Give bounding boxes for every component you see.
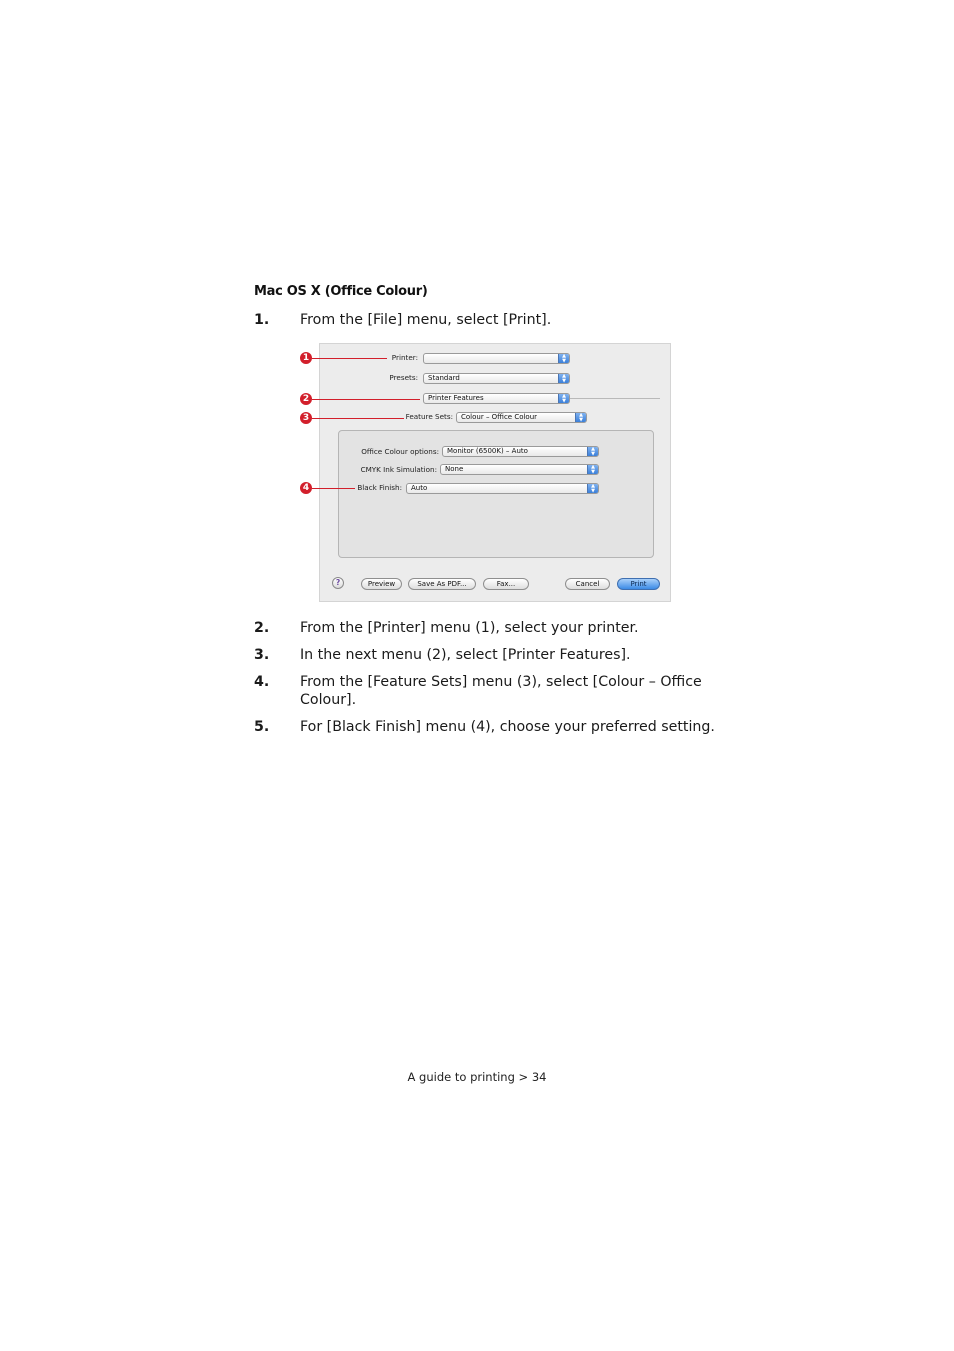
popup-arrows-icon: ▲ ▼ (558, 354, 569, 363)
presets-label: Presets: (389, 373, 418, 382)
print-button[interactable]: Print (617, 578, 660, 590)
callout-1: 1 (300, 352, 312, 364)
presets-popup[interactable] (423, 373, 570, 384)
callout-line-4 (312, 488, 355, 489)
presets-value: Standard (428, 374, 460, 382)
office-colour-popup[interactable] (442, 446, 599, 457)
separator-line (570, 398, 660, 399)
feature-sets-value: Colour – Office Colour (461, 413, 538, 421)
step-text: For [Black Finish] menu (4), choose your preferred setting. (300, 719, 715, 735)
cmyk-value: None (445, 465, 464, 473)
cancel-button[interactable]: Cancel (565, 578, 610, 590)
office-colour-label: Office Colour options: (361, 447, 439, 456)
save-as-pdf-button[interactable]: Save As PDF... (408, 578, 476, 590)
step-text: From the [File] menu, select [Print]. (300, 312, 552, 328)
print-dialog (319, 343, 671, 602)
feature-sets-label: Feature Sets: (405, 412, 453, 421)
feature-sets-popup[interactable] (456, 412, 587, 423)
callout-2: 2 (300, 393, 312, 405)
cmyk-label: CMYK Ink Simulation: (360, 465, 437, 474)
callout-4: 4 (300, 482, 312, 494)
help-button[interactable]: ? (332, 577, 344, 589)
preview-button[interactable]: Preview (361, 578, 402, 590)
black-finish-popup[interactable] (406, 483, 599, 494)
office-colour-value: Monitor (6500K) – Auto (447, 447, 528, 455)
step-number: 4. (254, 674, 270, 690)
popup-arrows-icon: ▲ ▼ (558, 374, 569, 383)
popup-arrows-icon: ▲ ▼ (575, 413, 586, 422)
callout-3: 3 (300, 412, 312, 424)
callout-line-2 (312, 399, 420, 400)
callout-line-3 (312, 418, 404, 419)
popup-arrows-icon: ▲ ▼ (587, 465, 598, 474)
step-number: 2. (254, 620, 270, 636)
step-text: In the next menu (2), select [Printer Features]. (300, 647, 631, 663)
popup-arrows-icon: ▲ ▼ (587, 484, 598, 493)
black-finish-value: Auto (411, 484, 428, 492)
fax-button[interactable]: Fax... (483, 578, 529, 590)
printer-label: Printer: (391, 353, 418, 362)
black-finish-label: Black Finish: (357, 483, 402, 492)
panel-popup[interactable] (423, 393, 570, 404)
step-text: From the [Feature Sets] menu (3), select [Colour – Office Colour]. (300, 674, 702, 708)
callout-line-1 (312, 358, 387, 359)
step-text: From the [Printer] menu (1), select your printer. (300, 620, 639, 636)
step-number: 1. (254, 312, 270, 328)
page-footer: A guide to printing > 34 (407, 1070, 547, 1084)
page-heading: Mac OS X (Office Colour) (254, 284, 428, 299)
cmyk-popup[interactable] (440, 464, 599, 475)
step-number: 3. (254, 647, 270, 663)
popup-arrows-icon: ▲ ▼ (587, 447, 598, 456)
panel-value: Printer Features (428, 394, 484, 402)
popup-arrows-icon: ▲ ▼ (558, 394, 569, 403)
printer-popup[interactable] (423, 353, 570, 364)
step-number: 5. (254, 719, 270, 735)
